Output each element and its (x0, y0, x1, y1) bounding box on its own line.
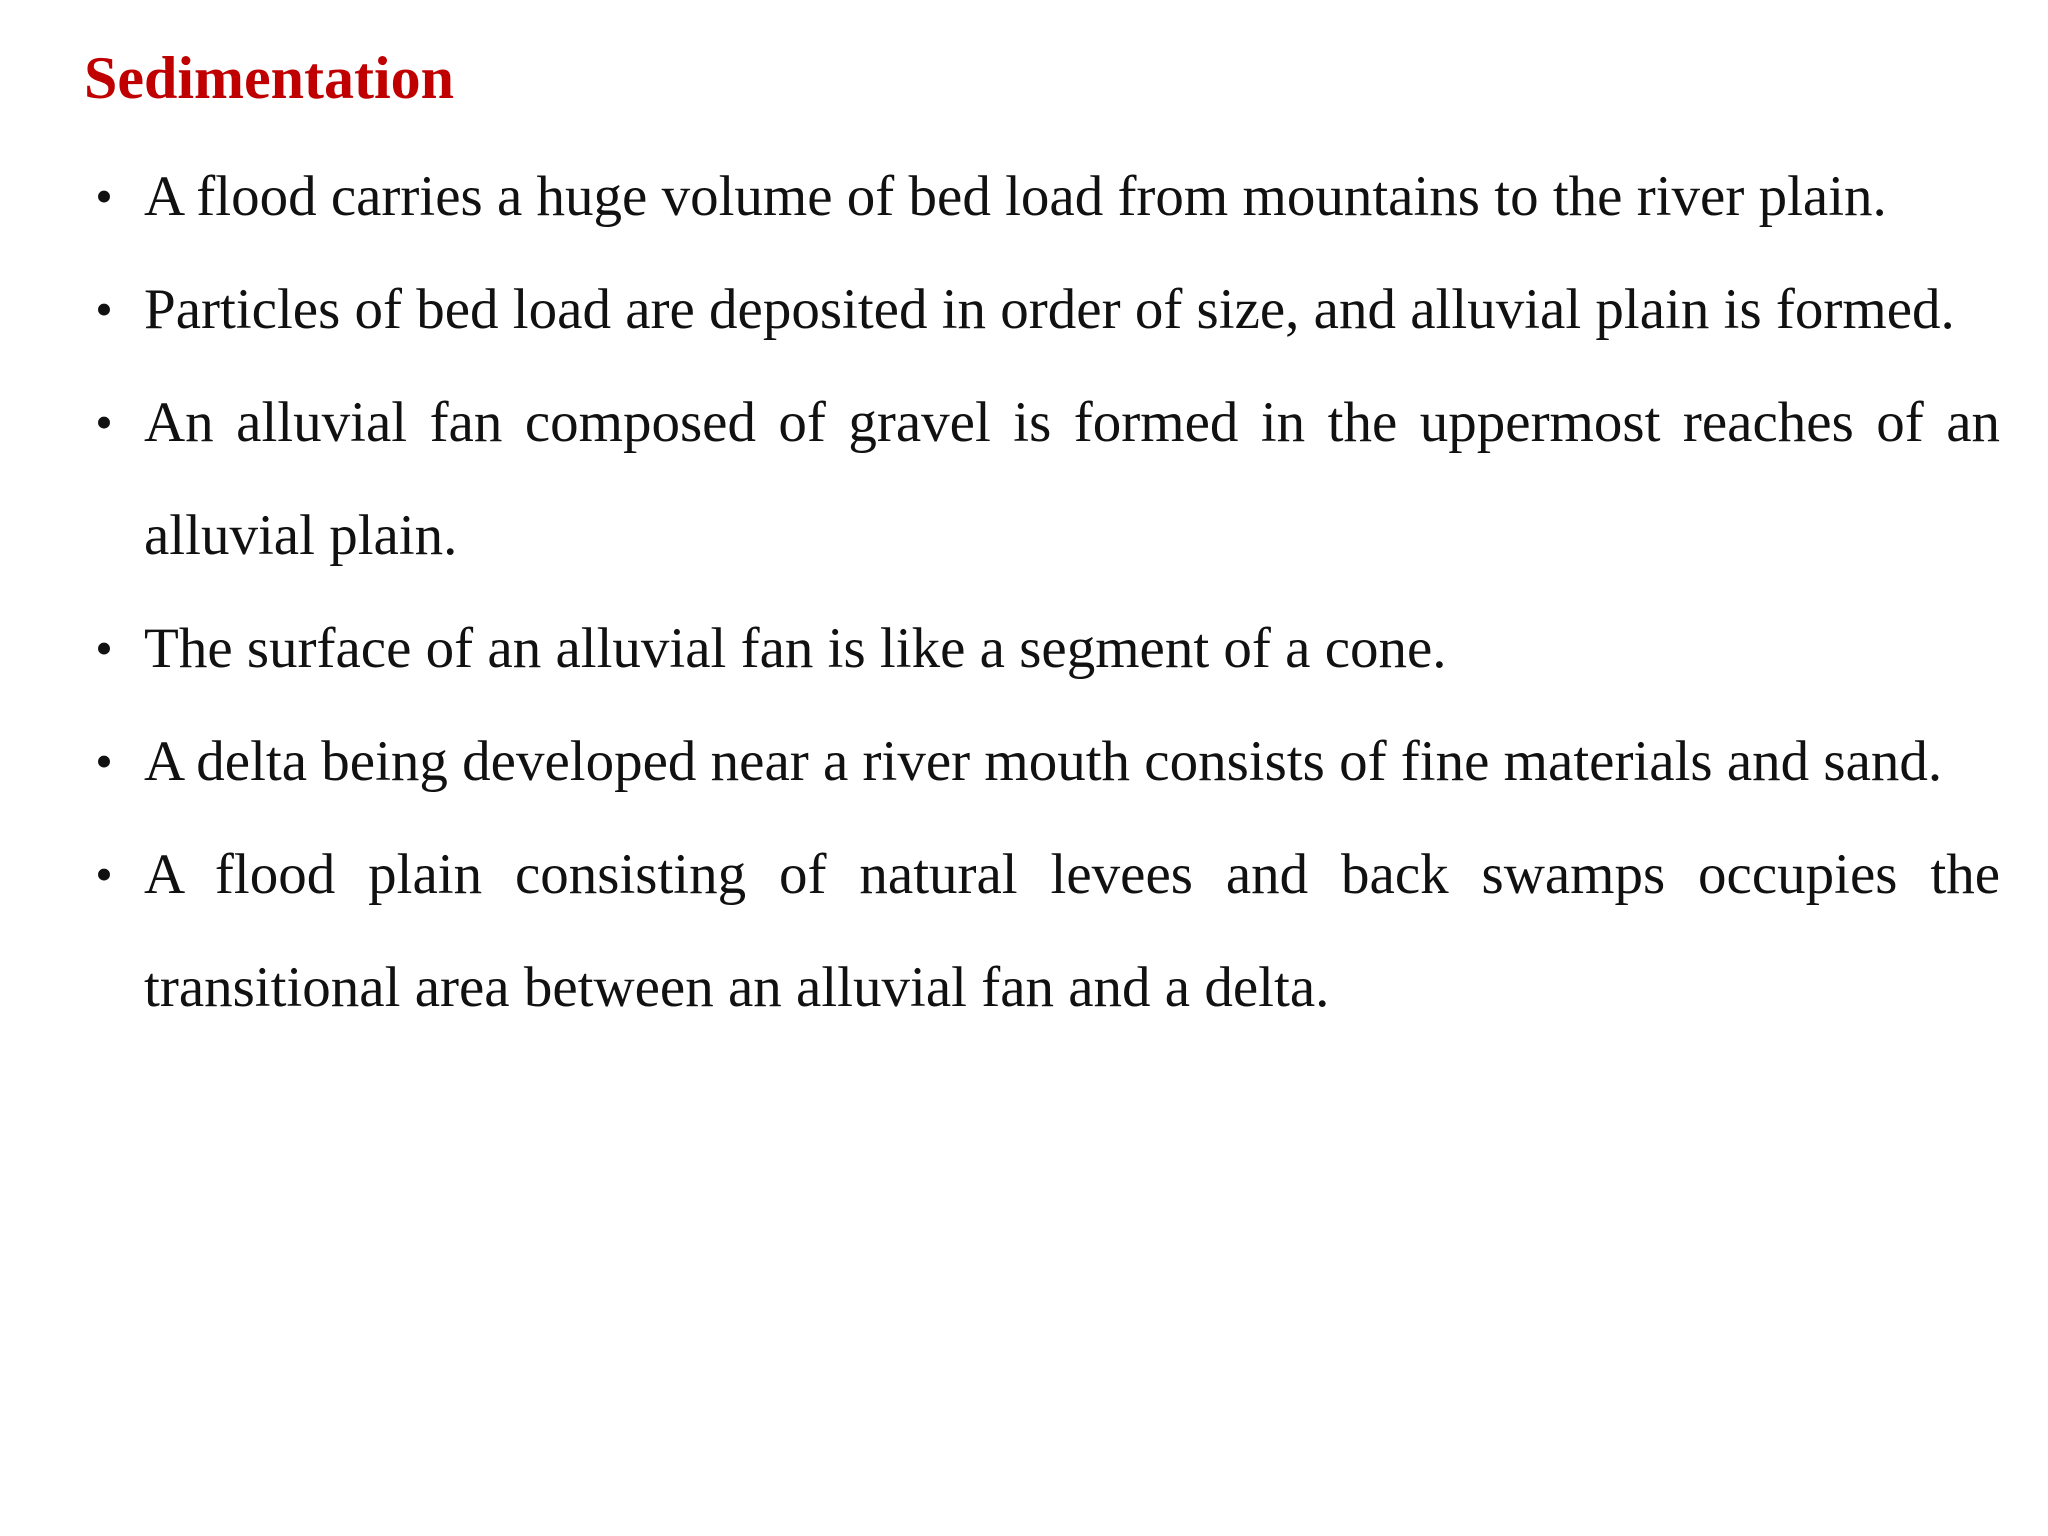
list-item (84, 253, 2000, 366)
slide-title: Sedimentation (84, 45, 455, 111)
bullet-icon: • (95, 846, 113, 902)
bullet-text: A flood plain consisting of natural levees and back swamps occupies the transitional area between an alluvial fan and a delta. (144, 843, 2000, 1019)
bullet-text: A flood carries a huge volume of bed load from mountains to the river plain. (144, 165, 1887, 228)
list-item (84, 366, 2000, 592)
bullet-icon: • (95, 394, 113, 450)
bullet-icon: • (95, 620, 113, 676)
bullet-icon: • (95, 733, 113, 789)
list-item (84, 705, 2000, 818)
list-item (84, 592, 2000, 705)
bullet-text: Particles of bed load are deposited in order of size, and alluvial plain is formed. (144, 278, 1955, 341)
list-item (84, 140, 2000, 253)
bullet-icon: • (95, 281, 113, 337)
bullet-list (84, 140, 2000, 1044)
bullet-text: The surface of an alluvial fan is like a segment of a cone. (144, 617, 1447, 680)
list-item (84, 818, 2000, 1044)
bullet-icon: • (95, 168, 113, 224)
bullet-text: An alluvial fan composed of gravel is formed in the uppermost reaches of an alluvial plain. (144, 391, 2000, 567)
bullet-text: A delta being developed near a river mouth consists of fine materials and sand. (144, 730, 1943, 793)
